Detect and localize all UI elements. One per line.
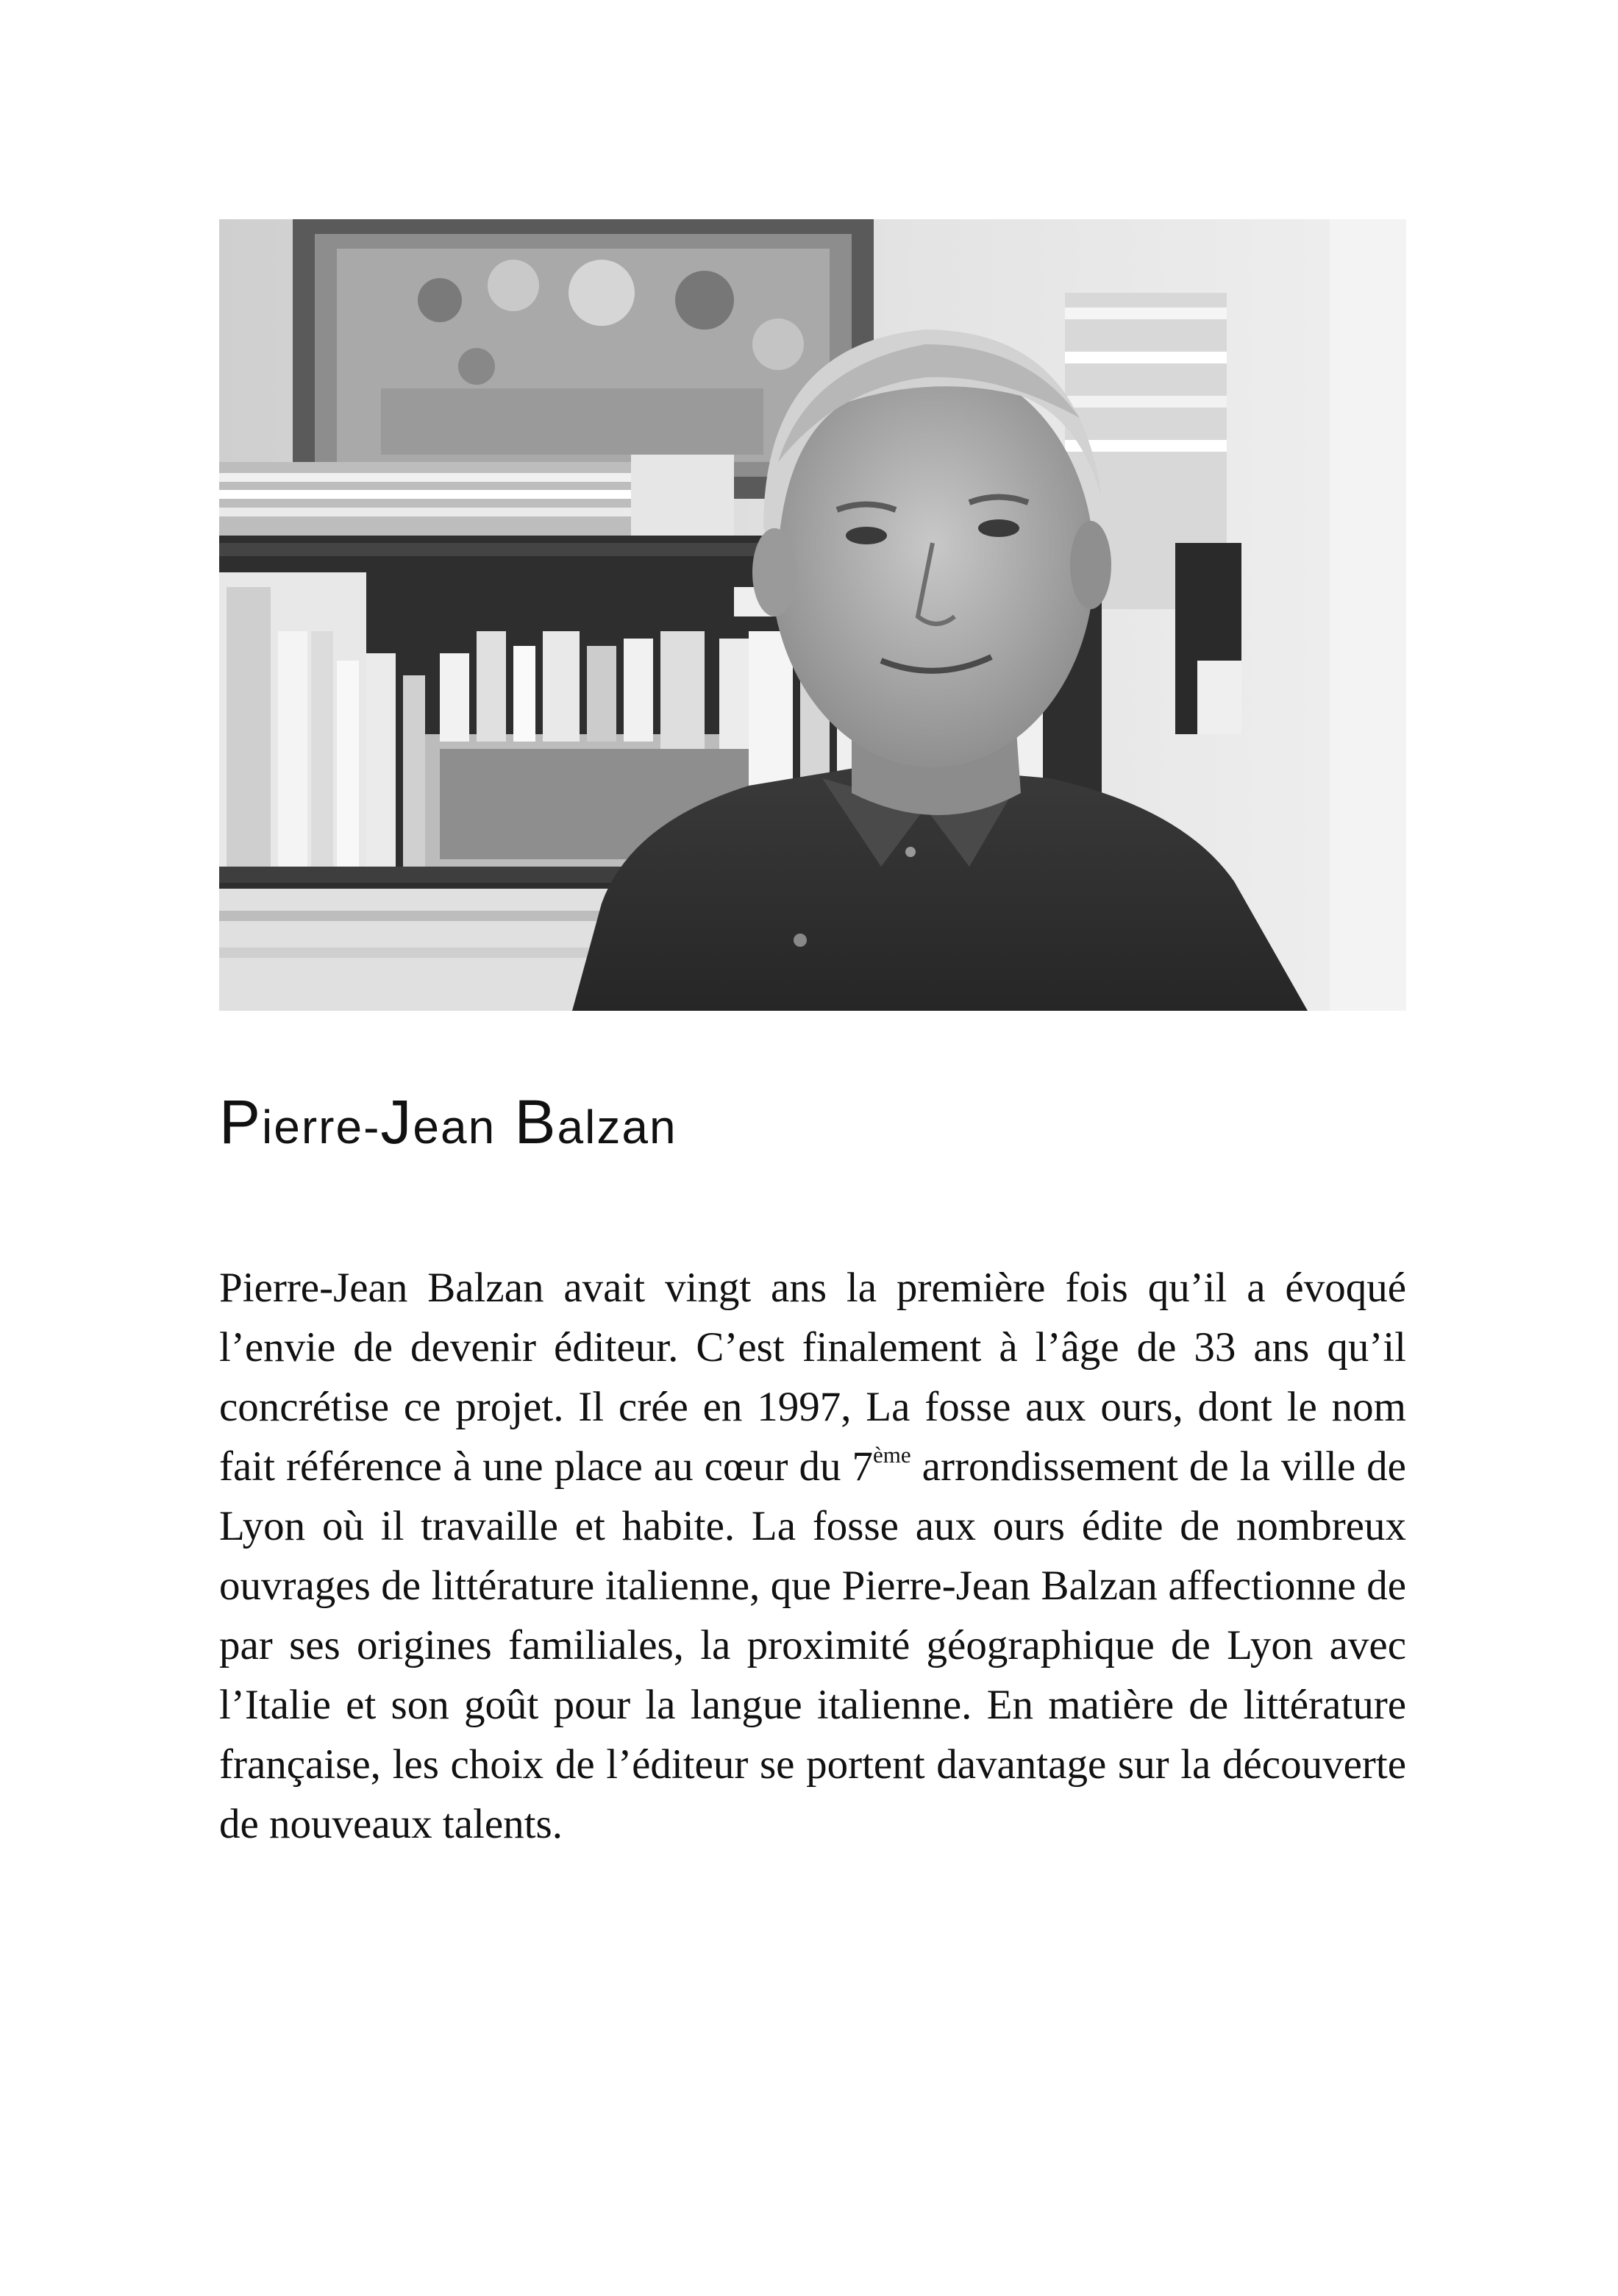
- author-portrait-image: [219, 219, 1406, 1011]
- bio-text-part1: Pierre-Jean Balzan avait vingt ans la première fois qu’il a évoqué l’envie de devenir éditeur. C’est finalement à l’âge de 33 ans qu’il concrétise ce projet. Il crée en 1997, La fosse aux ours, dont le nom fait référence à une place au cœur du 7: [219, 1265, 1406, 1490]
- author-name-heading: [219, 1081, 677, 1167]
- name-rest-ean: ean: [413, 1101, 496, 1154]
- author-photo: [219, 219, 1406, 1011]
- name-rest-alzan: alzan: [557, 1101, 677, 1154]
- name-initial-p: P: [219, 1087, 263, 1156]
- name-initial-b: B: [514, 1087, 557, 1156]
- name-rest-ierre: ierre-: [262, 1101, 381, 1154]
- author-biography: [219, 1258, 1406, 1854]
- name-initial-j: J: [380, 1087, 413, 1156]
- bio-text-part2: arrondissement de la ville de Lyon où il travaille et habite. La fosse aux ours édite de nombreux ouvrages de littérature italienne, que Pierre-Jean Balzan affectionne de par ses origines familiales, la proximité géographique de Lyon avec l’Italie et son goût pour la langue italienne. En matière de littérature française, les choix de l’éditeur se portent davantage sur la découverte de nouveaux talents.: [219, 1443, 1406, 1847]
- bio-superscript: ème: [873, 1442, 911, 1468]
